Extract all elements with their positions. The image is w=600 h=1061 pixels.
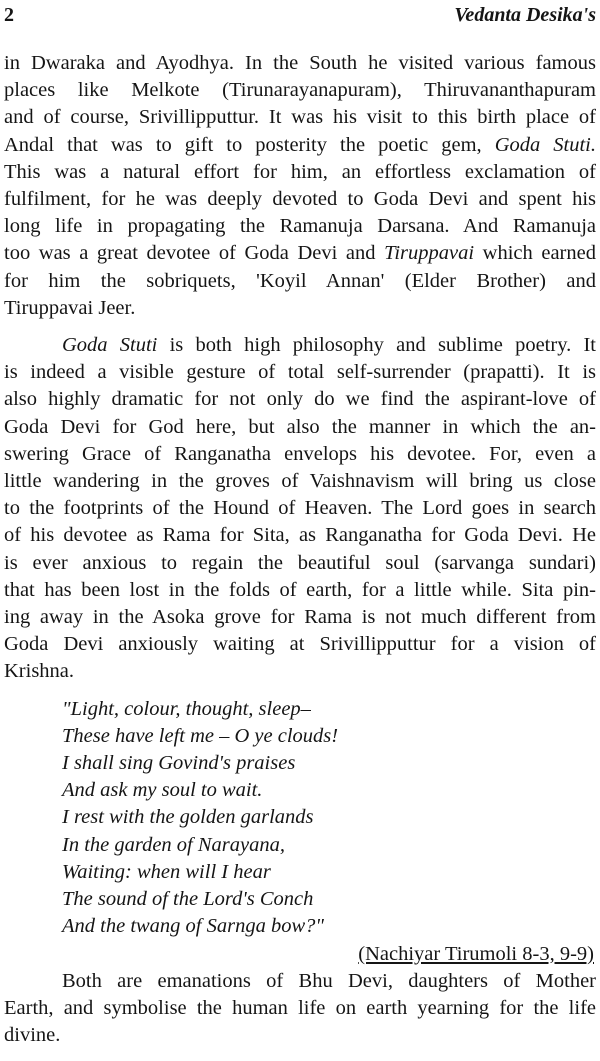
verse-line: In the garden of Narayana, — [62, 833, 286, 856]
verse-line: I rest with the golden garlands — [62, 806, 314, 829]
text-line: This was a natural effort for him, an effortless exclamation of — [4, 160, 596, 183]
verse-quote — [4, 696, 596, 941]
text-line-segment: too was a great devotee of Goda Devi and — [4, 242, 385, 265]
running-head: Vedanta Desika's — [454, 4, 596, 26]
page-number: 2 — [4, 4, 14, 26]
text-line — [4, 132, 596, 159]
work-title: Tiruppavai — [384, 242, 475, 265]
text-line — [4, 240, 596, 267]
text-line: also highly dramatic for not only do we find the aspirant-love of — [4, 388, 596, 411]
verse-citation: (Nachiyar Tirumoli 8-3, 9-9) — [358, 942, 594, 965]
paragraph-2 — [4, 332, 596, 686]
text-line: Krishna. — [4, 660, 75, 683]
page-header — [4, 2, 596, 28]
text-line-segment: is both high philosophy and sublime poetry. It — [157, 334, 596, 357]
paragraph-3 — [4, 968, 596, 1050]
work-title: Goda Stuti. — [494, 133, 596, 156]
verse-line: Waiting: when will I hear — [62, 860, 271, 883]
text-line — [4, 332, 596, 359]
verse-line: The sound of the Lord's Conch — [62, 888, 314, 911]
text-line: in Dwaraka and Ayodhya. In the South he visited various famous — [4, 52, 596, 74]
text-line: fulfilment, for he was deeply devoted to Goda Devi and spent his — [4, 188, 596, 211]
text-line: Goda Devi for God here, but also the manner in which the an- — [4, 415, 596, 438]
text-line: for him the sobriquets, 'Koyil Annan' (Elder Brother) and — [4, 269, 596, 292]
text-line: swering Grace of Ranganatha envelops his devotee. For, even a — [4, 442, 596, 465]
text-line: to the footprints of the Hound of Heaven. The Lord goes in search — [4, 497, 596, 520]
verse-line: "Light, colour, thought, sleep– — [62, 697, 311, 720]
verse-line: These have left me – O ye clouds! — [62, 724, 339, 747]
text-line-segment: Andal that was to gift to posterity the poetic gem, — [4, 133, 495, 156]
text-line: is indeed a visible gesture of total self-surrender (prapatti). It is — [4, 361, 596, 384]
text-line: Goda Devi anxiously waiting at Srivillipputtur for a vision of — [4, 633, 596, 656]
text-line: little wandering in the groves of Vaishnavism will bring us close — [4, 470, 596, 493]
text-line: places like Melkote (Tirunarayanapuram), Thiruvananthapuram — [4, 79, 596, 102]
text-line: is ever anxious to regain the beautiful soul (sarvanga sundari) — [4, 551, 596, 574]
work-title: Goda Stuti — [62, 334, 158, 357]
verse-line: And ask my soul to wait. — [62, 779, 263, 802]
body-text — [4, 50, 596, 1049]
text-line: that has been lost in the folds of earth, for a little while. Sita pin- — [4, 578, 596, 601]
text-line: Both are emanations of Bhu Devi, daughters of Mother — [62, 969, 596, 992]
text-line: Earth, and symbolise the human life on earth yearning for the life — [4, 996, 596, 1019]
text-line-segment: which earned — [474, 242, 596, 265]
text-line: long life in propagating the Ramanuja Darsana. And Ramanuja — [4, 215, 596, 238]
text-line: ing away in the Asoka grove for Rama is not much different from — [4, 606, 596, 629]
paragraph-1 — [4, 50, 596, 322]
verse-line: I shall sing Govind's praises — [62, 752, 296, 775]
text-line: and of course, Srivillipputtur. It was his visit to this birth place of — [4, 106, 596, 129]
verse-line: And the twang of Sarnga bow?" — [62, 915, 325, 938]
text-line: divine. — [4, 1024, 61, 1047]
text-line: of his devotee as Rama for Sita, as Ranganatha for Goda Devi. He — [4, 524, 596, 547]
text-line: Tiruppavai Jeer. — [4, 296, 136, 319]
